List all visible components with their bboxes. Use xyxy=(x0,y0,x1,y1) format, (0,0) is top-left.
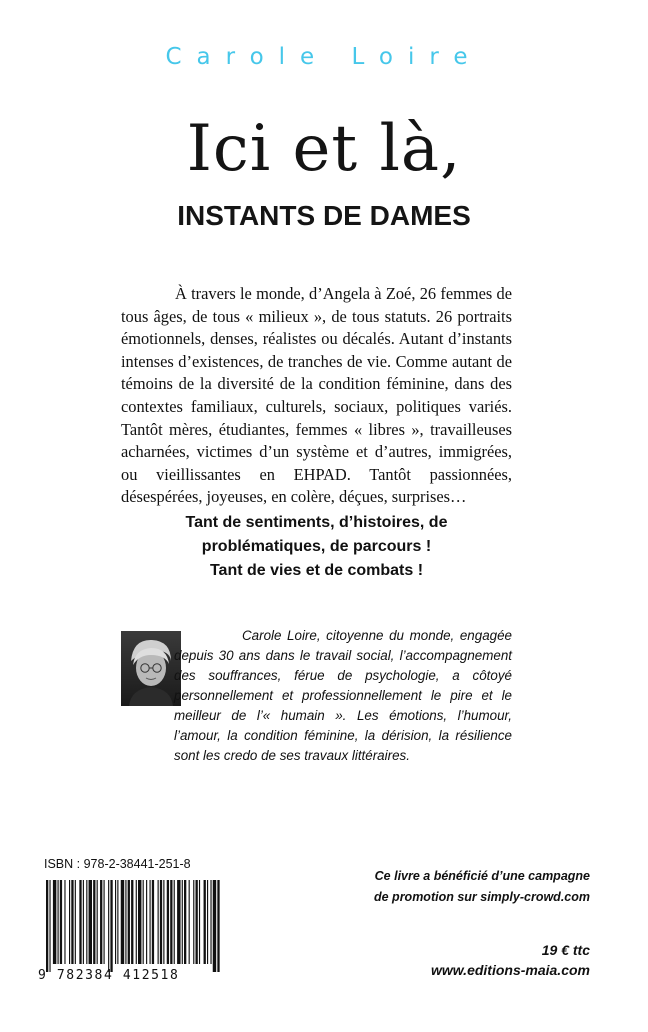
author-bio: Carole Loire, citoyenne du monde, engagée depuis 30 ans dans le travail social, l’accompagnement des souffrances, férue de psychologie, a côtoyé personnellement et professionnellement le pire et le meilleur de l’« humain ». Les émotions, l’humour, l’amour, la condition féminine, la dérision, la résilience sont les credo de ses travaux littéraires. xyxy=(174,628,512,763)
barcode-bar xyxy=(174,880,175,964)
author-photo xyxy=(121,631,181,706)
barcode-bar xyxy=(83,880,84,964)
barcode-bar xyxy=(89,880,92,964)
barcode-bar xyxy=(86,880,87,964)
barcode-bar xyxy=(131,880,133,964)
tagline-line: problématiques, de parcours ! xyxy=(201,538,432,555)
barcode-bar xyxy=(69,880,70,964)
barcode-bar xyxy=(177,880,180,964)
promo-line: Ce livre a bénéficié d’une campagne xyxy=(374,869,590,883)
price: 19 € ttc xyxy=(541,942,590,958)
barcode-bar xyxy=(217,880,219,972)
barcode-bar xyxy=(138,880,141,964)
book-subtitle: INSTANTS DE DAMES xyxy=(177,200,471,231)
isbn-label: ISBN : 978-2-38441-251-8 xyxy=(44,857,191,871)
barcode-bar xyxy=(104,880,105,964)
book-title: Ici et là, xyxy=(186,112,462,186)
barcode-bar xyxy=(210,880,211,964)
publisher-website: www.editions-maia.com xyxy=(431,962,590,978)
tagline-line: Tant de vies et de combats ! xyxy=(209,562,424,579)
barcode-bar xyxy=(146,880,147,964)
barcode-bar xyxy=(121,880,124,964)
barcode-bar xyxy=(152,880,154,964)
barcode-bar xyxy=(136,880,137,964)
barcode-bar xyxy=(75,880,76,964)
barcode-bar xyxy=(117,880,118,964)
promo-line: de promotion sur simply-crowd.com xyxy=(374,890,590,904)
barcode-bar xyxy=(46,880,48,972)
barcode-bar xyxy=(158,880,159,964)
barcode-digits: 9 782384 412518 xyxy=(38,968,180,983)
barcode-bar xyxy=(58,880,59,964)
barcode-bar xyxy=(97,880,98,964)
author-name-header: Carole Loire xyxy=(165,44,483,70)
barcode-bar xyxy=(207,880,208,964)
barcode-bar xyxy=(167,880,169,964)
barcode-bar xyxy=(60,880,62,964)
tagline-line: Tant de sentiments, d’histoires, de xyxy=(185,514,448,531)
barcode-bar xyxy=(184,880,186,964)
barcode-bar xyxy=(128,880,130,964)
barcode-bar xyxy=(115,880,116,964)
barcode-bar xyxy=(213,880,216,972)
barcode-bar xyxy=(199,880,200,964)
barcode-bar xyxy=(163,880,164,964)
barcode-bar xyxy=(193,880,194,964)
barcode-bar xyxy=(196,880,198,964)
barcode-bar xyxy=(108,880,109,972)
barcode-bar xyxy=(110,880,112,972)
book-summary: À travers le monde, d’Angela à Zoé, 26 femmes de tous âges, de tous « milieux », de tous statuts. 26 portraits émotionnels, denses, réalistes ou décalés. Autant d’instants intenses d’existences, de tranches de vie. Comme autant de témoins de la diversité de la condition féminine, dans des contextes familiaux, culturels, sociaux, politiques variés. Tantôt mères, étudiantes, femmes « libres », travailleuses acharnées, victimes d’un système et d’autres, immigrées, ou vieillissantes en EHPAD. Tantôt passionnées, désespérées, joyeuses, en colère, déçues, surprises… xyxy=(121,284,512,507)
barcode xyxy=(44,880,220,972)
barcode-bar xyxy=(150,880,151,964)
barcode-bar xyxy=(71,880,73,964)
tagline xyxy=(121,511,512,583)
barcode-bar xyxy=(189,880,190,964)
barcode-bar xyxy=(79,880,81,964)
promo-note xyxy=(330,866,590,908)
barcode-bar xyxy=(204,880,206,964)
barcode-bar xyxy=(182,880,183,964)
barcode-bar xyxy=(53,880,56,964)
barcode-bar xyxy=(170,880,172,964)
barcode-bar xyxy=(143,880,144,964)
barcode-bar xyxy=(49,880,50,972)
barcode-bar xyxy=(160,880,162,964)
barcode-bar xyxy=(125,880,126,964)
barcode-bar xyxy=(100,880,102,964)
barcode-bar xyxy=(93,880,95,964)
barcode-bar xyxy=(64,880,65,964)
